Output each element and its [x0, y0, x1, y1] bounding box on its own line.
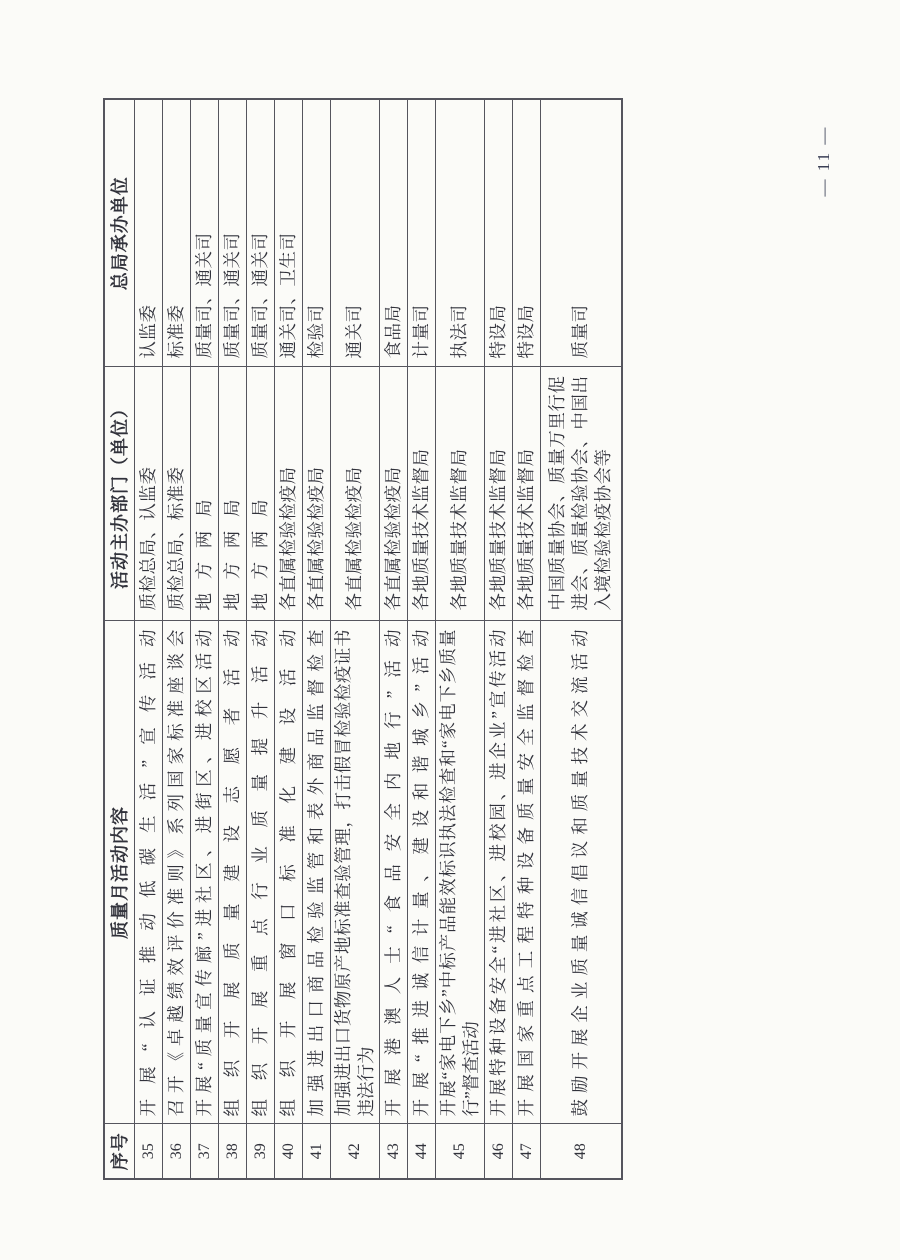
content-cell — [274, 621, 302, 1124]
table-row — [218, 99, 246, 1179]
content-cell — [512, 621, 540, 1124]
undertaker-cell — [330, 99, 379, 367]
organizer-value: 地方两局 — [249, 485, 270, 611]
table-row — [540, 99, 622, 1179]
seq-cell — [134, 1124, 162, 1179]
page-number: — 11 — — [814, 125, 833, 197]
undertaker-cell — [162, 99, 190, 367]
undertaker-value: 执法司 — [449, 304, 469, 359]
table-row — [274, 99, 302, 1179]
undertaker-cell — [134, 99, 162, 367]
seq-cell — [162, 1124, 190, 1179]
organizer-cell — [134, 367, 162, 621]
seq-value: 43 — [384, 1143, 402, 1160]
table-row — [484, 99, 512, 1179]
undertaker-value: 特设局 — [515, 304, 536, 359]
seq-cell — [330, 1124, 379, 1179]
seq-cell — [190, 1124, 218, 1179]
content-value: 组织开展质量建设志愿者活动 — [221, 629, 242, 1117]
organizer-cell — [190, 367, 218, 621]
content-cell — [218, 621, 246, 1124]
seq-cell — [512, 1124, 540, 1179]
content-value: 开展港澳人士“食品安全内地行”活动 — [382, 629, 403, 1117]
organizer-value: 质检总局、标准委 — [165, 466, 186, 611]
content-cell — [484, 621, 512, 1124]
seq-cell — [540, 1124, 622, 1179]
undertaker-value: 质量司 — [570, 304, 591, 359]
organizer-value: 各直属检验检疫局 — [305, 466, 326, 611]
seq-cell — [246, 1124, 274, 1179]
content-value: 鼓励开展企业质量诚信倡议和质量技术交流活动 — [570, 629, 591, 1117]
undertaker-cell — [302, 99, 330, 367]
content-value: 开展“家电下乡”中标产品能效标识执法检查和“家电下乡质量行”督查活动 — [437, 629, 481, 1117]
table-row — [407, 99, 435, 1179]
undertaker-value: 通关司 — [344, 304, 364, 359]
undertaker-cell — [274, 99, 302, 367]
undertaker-value: 检验司 — [305, 304, 326, 359]
header-content: 质量月活动内容 — [104, 621, 134, 1124]
table-row — [512, 99, 540, 1179]
undertaker-value: 特设局 — [487, 304, 508, 359]
organizer-cell — [330, 367, 379, 621]
seq-cell — [407, 1124, 435, 1179]
organizer-value: 各直属检验检疫局 — [277, 466, 298, 611]
seq-value: 35 — [139, 1143, 157, 1160]
table-row — [190, 99, 218, 1179]
organizer-value: 各地质量技术监督局 — [487, 448, 508, 611]
content-cell — [435, 621, 484, 1124]
seq-value: 45 — [451, 1143, 468, 1160]
organizer-value: 各直属检验检疫局 — [382, 466, 403, 611]
organizer-value: 各地质量技术监督局 — [449, 448, 469, 611]
undertaker-value: 质量司、通关司 — [193, 232, 214, 359]
organizer-cell — [218, 367, 246, 621]
quality-month-activity-table — [103, 98, 623, 1180]
content-value: 开展“认证推动低碳生活”宣传活动 — [137, 629, 158, 1117]
organizer-cell — [379, 367, 407, 621]
content-cell — [134, 621, 162, 1124]
seq-value: 48 — [572, 1143, 590, 1160]
organizer-value: 质检总局、认监委 — [137, 466, 158, 611]
organizer-cell — [435, 367, 484, 621]
table-row — [134, 99, 162, 1179]
seq-value: 38 — [223, 1143, 241, 1160]
undertaker-cell — [218, 99, 246, 367]
content-value: 开展“推进诚信计量、建设和谐城乡”活动 — [410, 629, 431, 1117]
content-cell — [246, 621, 274, 1124]
seq-value: 40 — [279, 1143, 297, 1160]
content-value: 召开《卓越绩效评价准则》系列国家标准座谈会 — [165, 629, 186, 1117]
content-value: 组织开展窗口标准化建设活动 — [277, 629, 298, 1117]
content-value: 加强进出口商品检验监管和表外商品监督检查 — [305, 629, 326, 1117]
undertaker-cell — [379, 99, 407, 367]
undertaker-value: 质量司、通关司 — [249, 232, 270, 359]
content-cell — [190, 621, 218, 1124]
table-body — [134, 99, 622, 1179]
table-row — [435, 99, 484, 1179]
organizer-cell — [162, 367, 190, 621]
seq-value: 37 — [195, 1143, 213, 1160]
seq-value: 46 — [489, 1143, 507, 1160]
seq-cell — [435, 1124, 484, 1179]
organizer-value: 各地质量技术监督局 — [515, 448, 536, 611]
organizer-value: 地方两局 — [193, 485, 214, 611]
undertaker-value: 质量司、通关司 — [221, 232, 242, 359]
seq-value: 41 — [307, 1143, 325, 1160]
content-cell — [302, 621, 330, 1124]
organizer-value: 各地质量技术监督局 — [410, 448, 431, 611]
organizer-value: 中国质量协会、质量万里行促进会、质量检验协会、中国出入境检验检疫协会等 — [547, 375, 614, 611]
table-row — [162, 99, 190, 1179]
content-value: 组织开展重点行业质量提升活动 — [249, 629, 270, 1117]
organizer-value: 地方两局 — [221, 485, 242, 611]
organizer-cell — [302, 367, 330, 621]
content-value: 开展国家重点工程特种设备质量安全监督检查 — [515, 629, 536, 1117]
content-value: 加强进出口货物原产地标准查验管理，打击假冒检验检疫证书违法行为 — [332, 629, 376, 1117]
seq-value: 47 — [517, 1143, 535, 1160]
seq-value: 44 — [412, 1143, 430, 1160]
seq-cell — [484, 1124, 512, 1179]
undertaker-cell — [484, 99, 512, 367]
undertaker-cell — [435, 99, 484, 367]
header-organizer: 活动主办部门（单位） — [104, 367, 134, 621]
seq-cell — [274, 1124, 302, 1179]
undertaker-cell — [540, 99, 622, 367]
undertaker-cell — [512, 99, 540, 367]
content-cell — [407, 621, 435, 1124]
undertaker-cell — [190, 99, 218, 367]
organizer-cell — [246, 367, 274, 621]
organizer-cell — [512, 367, 540, 621]
organizer-cell — [540, 367, 622, 621]
content-cell — [540, 621, 622, 1124]
organizer-value: 各直属检验检疫局 — [344, 466, 364, 611]
undertaker-value: 计量司 — [410, 304, 431, 359]
content-value: 开展特种设备安全“进社区、进校园、进企业”宣传活动 — [487, 629, 508, 1117]
content-cell — [330, 621, 379, 1124]
content-cell — [162, 621, 190, 1124]
seq-value: 39 — [251, 1143, 269, 1160]
undertaker-value: 标准委 — [165, 304, 186, 359]
header-seq: 序号 — [104, 1124, 134, 1179]
organizer-cell — [407, 367, 435, 621]
table-row — [246, 99, 274, 1179]
organizer-cell — [484, 367, 512, 621]
table-row — [379, 99, 407, 1179]
table-row — [330, 99, 379, 1179]
seq-cell — [302, 1124, 330, 1179]
table-row — [302, 99, 330, 1179]
seq-cell — [218, 1124, 246, 1179]
content-value: 开展“质量宣传廊”进社区、进街区、进校区活动 — [193, 629, 214, 1117]
undertaker-cell — [246, 99, 274, 367]
header-undertaker: 总局承办单位 — [104, 99, 134, 367]
seq-value: 36 — [167, 1143, 185, 1160]
undertaker-value: 通关司、卫生司 — [277, 232, 298, 359]
seq-value: 42 — [346, 1143, 363, 1160]
seq-cell — [379, 1124, 407, 1179]
header-row — [104, 99, 134, 1179]
undertaker-value: 食品局 — [382, 304, 403, 359]
rotated-table-container — [103, 100, 617, 1180]
undertaker-cell — [407, 99, 435, 367]
undertaker-value: 认监委 — [137, 304, 158, 359]
organizer-cell — [274, 367, 302, 621]
content-cell — [379, 621, 407, 1124]
